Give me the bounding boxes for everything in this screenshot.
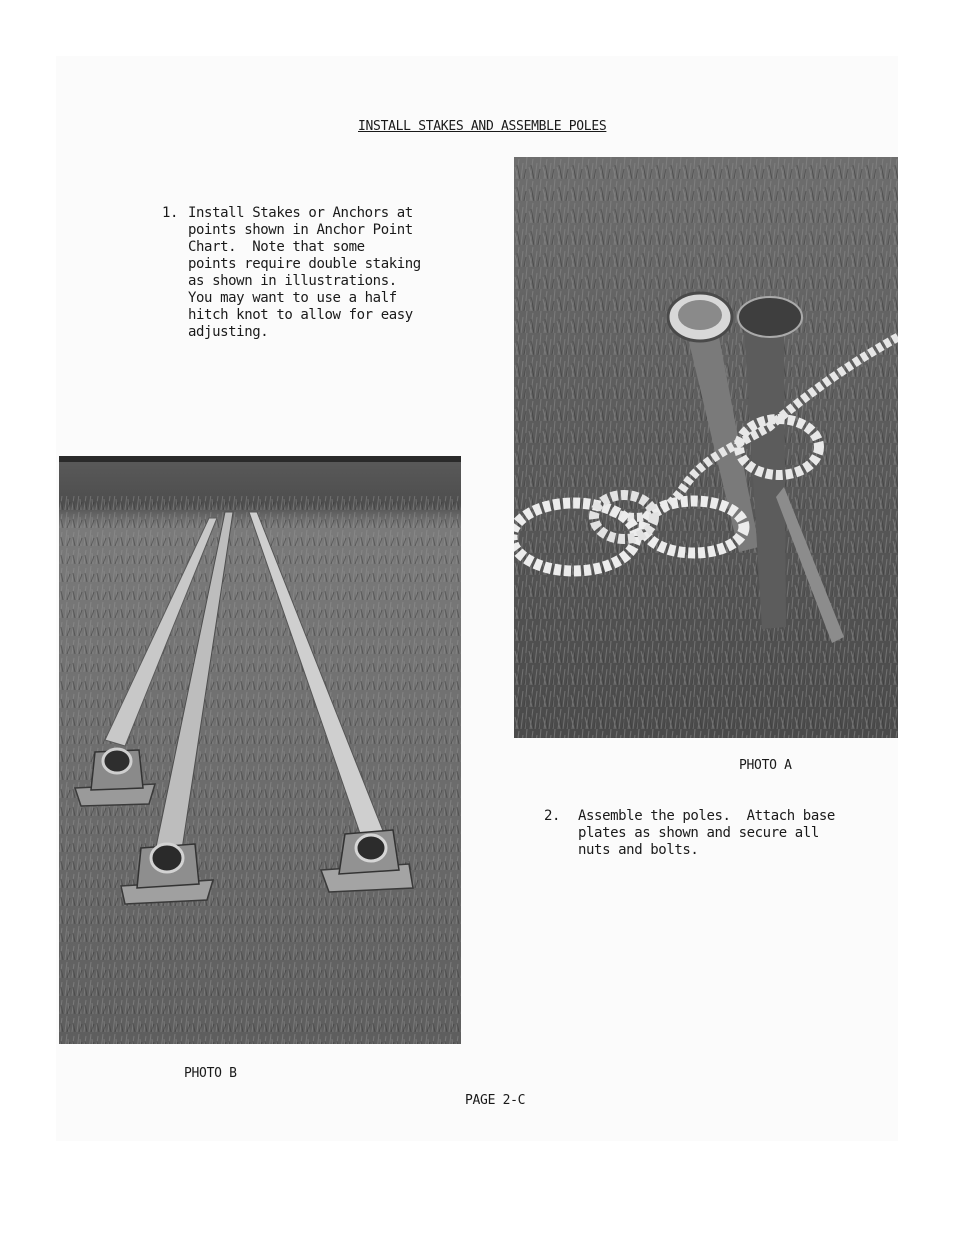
step-text-line: adjusting.	[188, 324, 269, 340]
photo-a-caption: PHOTO A	[739, 758, 792, 773]
step-text-line: Assemble the poles. Attach base	[578, 808, 835, 824]
step-text-line: points require double staking	[188, 256, 421, 272]
step-text-line: as shown in illustrations.	[188, 273, 397, 289]
step-text-line: nuts and bolts.	[578, 842, 699, 858]
step-text-line: You may want to use a half	[188, 290, 397, 306]
step-text-line: plates as shown and secure all	[578, 825, 819, 841]
step-text-line: Chart. Note that some	[188, 239, 365, 255]
page-number: PAGE 2-C	[465, 1093, 526, 1108]
step-number: 1.	[162, 205, 179, 221]
instruction-step-2	[544, 808, 874, 859]
photo-b-caption: PHOTO B	[184, 1066, 237, 1081]
page-title: INSTALL STAKES AND ASSEMBLE POLES	[358, 119, 607, 134]
step-text-line: hitch knot to allow for easy	[188, 307, 413, 323]
photo-a-stakes-rope	[514, 157, 898, 738]
step-number: 2.	[544, 808, 561, 824]
photo-b-poles	[59, 456, 461, 1044]
step-text-line: points shown in Anchor Point	[188, 222, 413, 238]
instruction-step-1	[162, 205, 462, 341]
step-text-line: Install Stakes or Anchors at	[188, 205, 413, 221]
